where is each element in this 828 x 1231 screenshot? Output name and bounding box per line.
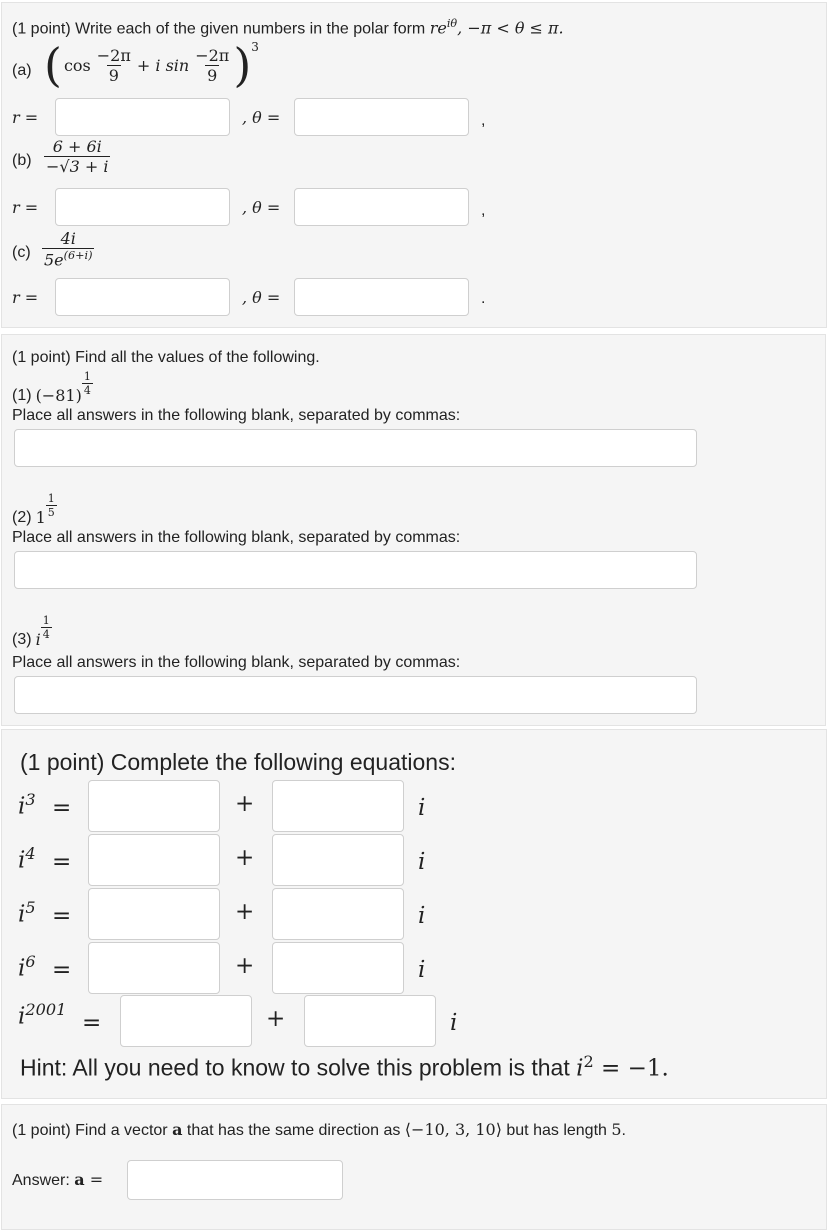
imag-input-1[interactable] xyxy=(272,780,404,832)
imag-input-4[interactable] xyxy=(272,942,404,994)
i-suffix-1: i xyxy=(418,795,426,821)
problem-1-intro: (1 point) Write each of the given numbers in the polar form $re^{i\theta}$, −π < θ ≤ π. xyxy=(12,17,564,38)
theta-input-b[interactable] xyxy=(294,188,469,226)
r-input-c[interactable] xyxy=(55,278,230,316)
real-input-1[interactable] xyxy=(88,780,220,832)
part-a-label: (a) xyxy=(12,62,32,79)
part-b-expression: $\frac{6 + 6i}{-√3 + i}$ xyxy=(46,137,109,176)
vector-answer-input[interactable] xyxy=(127,1160,343,1200)
separator-a: , xyxy=(481,112,486,129)
i-suffix-5: i xyxy=(450,1010,458,1036)
problem-2-intro: (1 point) Find all the values of the following. xyxy=(12,349,320,366)
real-input-3[interactable] xyxy=(88,888,220,940)
theta-input-c[interactable] xyxy=(294,278,469,316)
plus-5: + xyxy=(266,1006,286,1032)
instruction-1: Place all answers in the following blank, separated by commas: xyxy=(12,407,461,424)
real-input-4[interactable] xyxy=(88,942,220,994)
i-suffix-4: i xyxy=(418,957,426,983)
real-input-5[interactable] xyxy=(120,995,252,1047)
answer-input-2[interactable] xyxy=(14,551,697,589)
plus-1: + xyxy=(235,791,255,817)
plus-2: + xyxy=(235,845,255,871)
theta-label-c: , θ = xyxy=(242,288,281,307)
r-label-b: r = xyxy=(12,198,39,217)
answer-input-1[interactable] xyxy=(14,429,697,467)
instruction-2: Place all answers in the following blank, separated by commas: xyxy=(12,529,461,546)
theta-label-a: , θ = xyxy=(242,108,281,127)
imag-input-5[interactable] xyxy=(304,995,436,1047)
imag-input-3[interactable] xyxy=(272,888,404,940)
part-b-label: (b) xyxy=(12,152,32,169)
part-c-label: (c) xyxy=(12,244,31,261)
theta-label-b: , θ = xyxy=(242,198,281,217)
question-3: (3) i $\frac{1}{4}$ xyxy=(12,614,50,649)
power-row-2-lhs: $i^4$ xyxy=(18,844,36,874)
r-input-b[interactable] xyxy=(55,188,230,226)
question-2: (2) 1 $\frac{1}{5}$ xyxy=(12,492,55,527)
equals-1: = xyxy=(52,795,72,821)
part-a-expression: ( cos $\frac{-2\pi}{9}$ + i sin $\frac{-2\pi}{9}$ ) 3 xyxy=(44,38,259,92)
problem-3-intro: (1 point) Complete the following equations: xyxy=(20,749,456,775)
r-label-c: r = xyxy=(12,288,39,307)
r-label-a: r = xyxy=(12,108,39,127)
problem-4-intro: (1 point) Find a vector a that has the same direction as ⟨−10, 3, 10⟩ but has length 5. xyxy=(12,1120,626,1139)
real-input-2[interactable] xyxy=(88,834,220,886)
power-row-1-lhs: $i^3$ xyxy=(18,790,36,820)
answer-input-3[interactable] xyxy=(14,676,697,714)
power-row-4-lhs: $i^6$ xyxy=(18,952,36,982)
separator-b: , xyxy=(481,202,486,219)
equals-2: = xyxy=(52,849,72,875)
hint: Hint: All you need to know to solve this problem is that $i^2 = -1$. xyxy=(20,1052,669,1082)
answer-label: Answer: a = xyxy=(12,1170,104,1189)
theta-input-a[interactable] xyxy=(294,98,469,136)
i-suffix-2: i xyxy=(418,849,426,875)
r-input-a[interactable] xyxy=(55,98,230,136)
equals-5: = xyxy=(82,1010,102,1036)
instruction-3: Place all answers in the following blank, separated by commas: xyxy=(12,654,461,671)
i-suffix-3: i xyxy=(418,903,426,929)
question-1: (1) (−81) $\frac{1}{4}$ xyxy=(12,370,91,405)
equals-3: = xyxy=(52,903,72,929)
plus-3: + xyxy=(235,899,255,925)
power-row-3-lhs: $i^5$ xyxy=(18,898,36,928)
equals-4: = xyxy=(52,957,72,983)
plus-4: + xyxy=(235,953,255,979)
power-row-5-lhs: $i^{2001}$ xyxy=(18,1000,67,1030)
separator-c: . xyxy=(481,290,486,307)
part-c-expression: $\frac{4i}{5e^{(6+i)}}$ xyxy=(44,229,93,270)
imag-input-2[interactable] xyxy=(272,834,404,886)
